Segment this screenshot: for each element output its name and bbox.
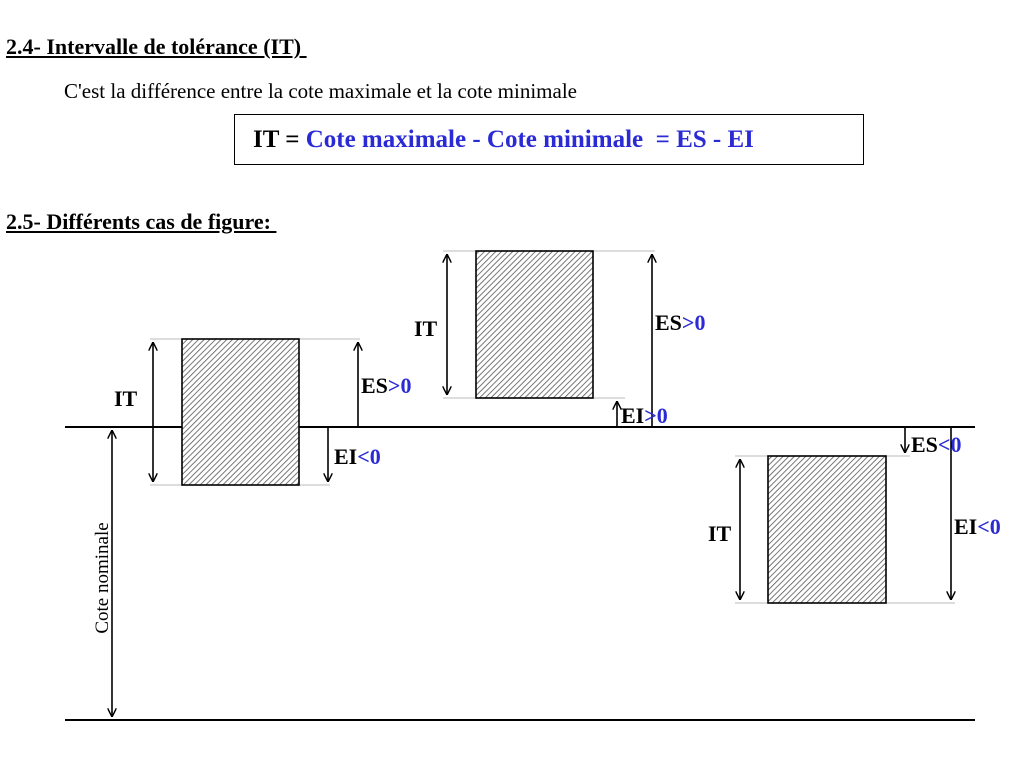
es-label <box>361 373 411 398</box>
es-sign: <0 <box>937 432 962 457</box>
case-2 <box>414 251 705 428</box>
es-name: ES <box>361 373 388 398</box>
es-label <box>655 310 705 335</box>
ei-sign: <0 <box>977 514 1001 539</box>
es-sign: >0 <box>387 373 412 398</box>
es-name: ES <box>911 432 938 457</box>
tolerance-zone <box>476 251 593 398</box>
section-heading-cases: 2.5- Différents cas de figure: <box>6 209 277 234</box>
es-sign: >0 <box>681 310 706 335</box>
nominal-label: Cote nominale <box>92 522 113 634</box>
tolerance-zone <box>182 339 299 485</box>
ei-name: EI <box>334 444 358 469</box>
ei-label <box>621 403 668 428</box>
ei-label <box>334 444 381 469</box>
ei-sign: >0 <box>644 403 668 428</box>
ei-name: EI <box>954 514 978 539</box>
formula-middle: Cote maximale - Cote minimale <box>305 126 650 153</box>
ei-label <box>954 514 1001 539</box>
ei-name: EI <box>621 403 645 428</box>
it-label: IT <box>414 316 438 341</box>
definition-text: C'est la différence entre la cote maximale et la cote minimale <box>64 79 577 103</box>
case-1 <box>114 339 411 485</box>
es-name: ES <box>655 310 682 335</box>
es-label <box>911 432 961 457</box>
section-heading-tolerance: 2.4- Intervalle de tolérance (IT) <box>6 34 307 59</box>
formula-lhs: IT = <box>253 126 306 153</box>
tolerance-zone <box>768 456 886 603</box>
it-label: IT <box>114 386 138 411</box>
formula-rhs: = ES - EI <box>649 126 754 153</box>
ei-sign: <0 <box>357 444 381 469</box>
it-label: IT <box>708 521 732 546</box>
case-3 <box>708 427 1001 603</box>
